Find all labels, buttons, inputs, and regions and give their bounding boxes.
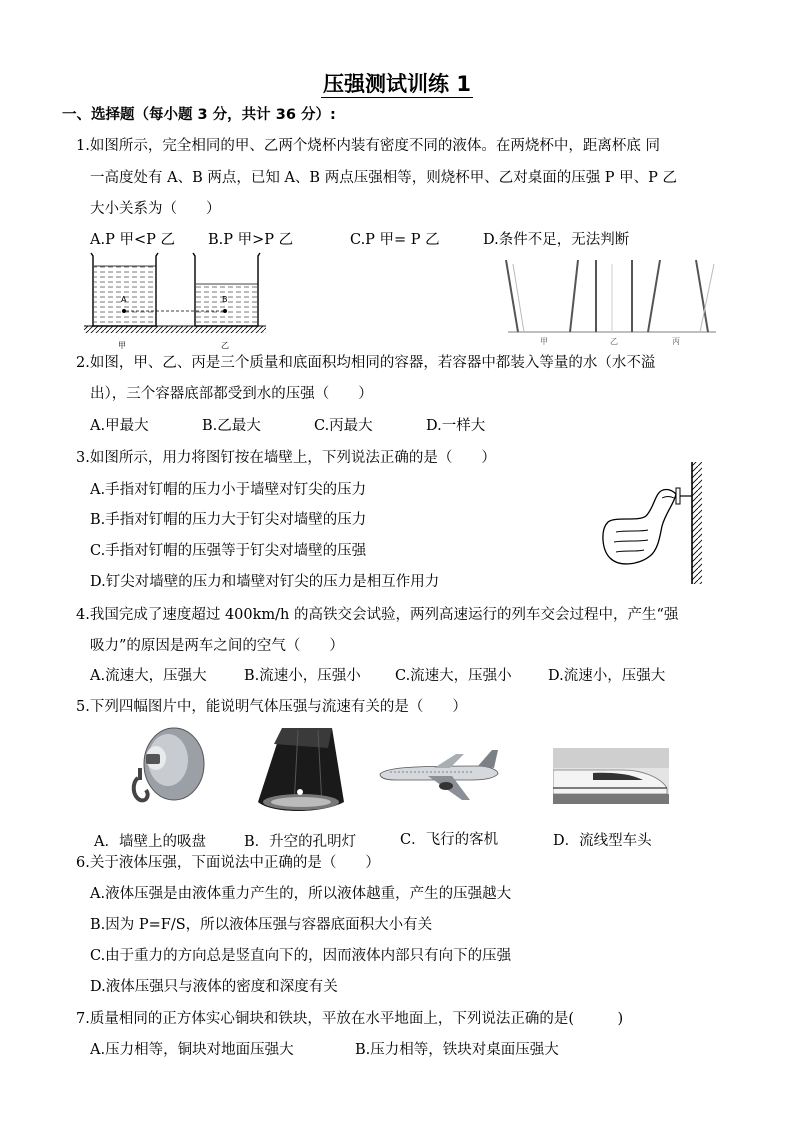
q4-option-b: B.流速小，压强小 bbox=[244, 668, 361, 684]
point-a-label: A bbox=[121, 295, 127, 304]
q5-caption-d: D．流线型车头 bbox=[553, 833, 652, 849]
q4-text-line1: 4.我国完成了速度超过 400km/h 的高铁交会试验，两列高速运行的列车交会过程中，产生“强 bbox=[76, 607, 679, 623]
q7-text-line1: 7.质量相同的正方体实心铜块和铁块，平放在水平地面上，下列说法正确的是( ) bbox=[76, 1011, 624, 1027]
q4-option-c: C.流速大，压强小 bbox=[395, 668, 512, 684]
q6-option-a: A.液体压强是由液体重力产生的，所以液体越重，产生的压强越大 bbox=[90, 886, 512, 902]
q2-option-b: B.乙最大 bbox=[202, 418, 261, 434]
sky-lantern-image bbox=[252, 722, 348, 814]
container-yi-label: 乙 bbox=[610, 337, 618, 346]
q2-text-line2: 出），三个容器底部都受到水的压强（ ） bbox=[90, 386, 373, 402]
q3-option-a: A.手指对钉帽的压力小于墙壁对钉尖的压力 bbox=[90, 482, 367, 498]
q3-text-line1: 3.如图所示，用力将图钉按在墙壁上，下列说法正确的是（ ） bbox=[76, 450, 496, 466]
containers-figure bbox=[500, 254, 724, 346]
q7-option-a: A.压力相等，铜块对地面压强大 bbox=[90, 1042, 294, 1058]
q1-option-a: A.P 甲<P 乙 bbox=[90, 232, 175, 248]
q5-caption-a: A．墙壁上的吸盘 bbox=[94, 834, 206, 850]
q2-option-a: A.甲最大 bbox=[90, 418, 149, 434]
q4-text-line2: 吸力”的原因是两车之间的空气（ ） bbox=[90, 638, 344, 654]
q1-text-line2: 一高度处有 A、B 两点，已知 A、B 两点压强相等，则烧杯甲、乙对桌面的压强 P 甲、P 乙 bbox=[90, 170, 678, 186]
page-title: 压强测试训练 1 bbox=[323, 72, 471, 96]
beaker-yi-label: 乙 bbox=[221, 341, 229, 350]
q2-text-line1: 2.如图，甲、乙、丙是三个质量和底面积均相同的容器，若容器中都装入等量的水（水不溢 bbox=[76, 355, 656, 371]
q3-option-c: C.手指对钉帽的压强等于钉尖对墙壁的压强 bbox=[90, 543, 367, 559]
suction-cup-image bbox=[126, 720, 210, 816]
q2-option-d: D.一样大 bbox=[426, 418, 486, 434]
container-bing-label: 丙 bbox=[672, 337, 680, 346]
thumbtack-figure bbox=[596, 460, 714, 586]
q6-option-d: D.液体压强只与液体的密度和深度有关 bbox=[90, 979, 338, 995]
beaker-yi-liquid bbox=[196, 284, 257, 326]
q6-text-line1: 6.关于液体压强，下面说法中正确的是（ ） bbox=[76, 855, 380, 871]
airliner-image bbox=[376, 746, 502, 804]
section-heading: 一、选择题（每小题 3 分，共计 36 分）: bbox=[62, 107, 336, 123]
q5-caption-b: B．升空的孔明灯 bbox=[244, 834, 357, 850]
q3-option-d: D.钉尖对墙壁的压力和墙壁对钉尖的压力是相互作用力 bbox=[90, 574, 440, 590]
q1-option-d: D.条件不足，无法判断 bbox=[483, 232, 630, 248]
q6-option-b: B.因为 P=F/S，所以液体压强与容器底面积大小有关 bbox=[90, 917, 433, 933]
bullet-train-image bbox=[553, 748, 669, 804]
beakers-figure bbox=[84, 250, 284, 350]
q5-text-line1: 5.下列四幅图片中，能说明气体压强与流速有关的是（ ） bbox=[76, 699, 467, 715]
q5-caption-c: C．飞行的客机 bbox=[400, 832, 499, 848]
container-jia-label: 甲 bbox=[540, 337, 548, 346]
q4-option-d: D.流速小，压强大 bbox=[548, 668, 666, 684]
q6-option-c: C.由于重力的方向总是竖直向下的，因而液体内部只有向下的压强 bbox=[90, 948, 512, 964]
q1-option-c: C.P 甲= P 乙 bbox=[350, 232, 440, 248]
q2-option-c: C.丙最大 bbox=[314, 418, 373, 434]
q1-text-line3: 大小关系为（ ） bbox=[90, 201, 221, 217]
q7-option-b: B.压力相等，铁块对桌面压强大 bbox=[355, 1042, 559, 1058]
point-b-label: B bbox=[222, 295, 228, 304]
q3-option-b: B.手指对钉帽的压力大于钉尖对墙壁的压力 bbox=[90, 512, 367, 528]
q4-option-a: A.流速大，压强大 bbox=[90, 668, 207, 684]
q1-option-b: B.P 甲>P 乙 bbox=[208, 232, 294, 248]
q1-text-line1: 1.如图所示，完全相同的甲、乙两个烧杯内装有密度不同的液体。在两烧杯中，距离杯底 同 bbox=[76, 138, 660, 154]
beaker-jia-label: 甲 bbox=[118, 341, 126, 350]
